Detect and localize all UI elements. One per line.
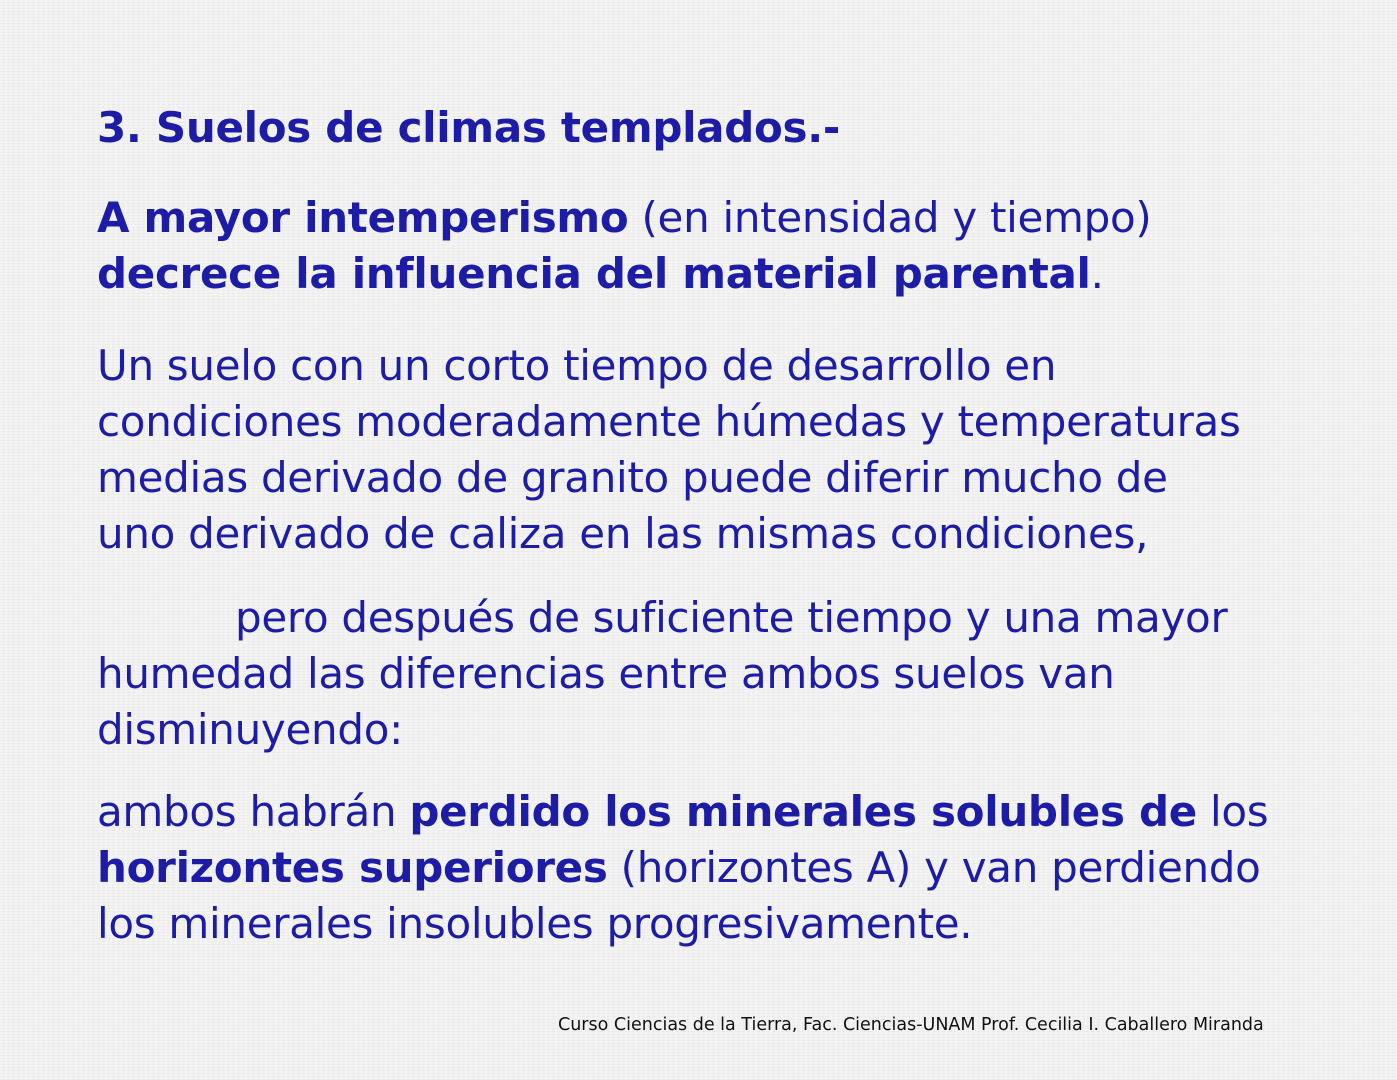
emphasis: horizontes superiores	[97, 843, 608, 892]
paragraph-suelo-corto	[97, 338, 1241, 562]
text-line: medias derivado de granito puede diferir mucho de	[97, 453, 1168, 502]
text-line: Un suelo con un corto tiempo de desarrollo en	[97, 341, 1057, 390]
paragraph-intemperismo	[97, 190, 1151, 302]
slide-title: 3. Suelos de climas templados.-	[97, 103, 841, 152]
text-line: humedad las diferencias entre ambos suelos van	[97, 649, 1115, 698]
text: ambos habrán	[97, 787, 410, 836]
emphasis: perdido los minerales solubles de	[409, 787, 1197, 836]
text-line: los minerales insolubles progresivamente.	[97, 899, 973, 948]
emphasis: decrece la influencia del material parental	[97, 249, 1091, 298]
footer-credit: Curso Ciencias de la Tierra, Fac. Ciencias-UNAM Prof. Cecilia I. Caballero Miranda	[558, 1015, 1264, 1035]
text-line: uno derivado de caliza en las mismas condiciones,	[97, 509, 1149, 558]
text: los	[1196, 787, 1269, 836]
text: (en intensidad y tiempo)	[628, 193, 1152, 242]
emphasis: A mayor intemperismo	[97, 193, 629, 242]
text-line: disminuyendo:	[97, 705, 403, 754]
text: (horizontes A) y van perdiendo	[607, 843, 1261, 892]
text-line: pero después de suficiente tiempo y una mayor	[235, 593, 1228, 642]
paragraph-despues	[97, 590, 1227, 758]
paragraph-minerales	[97, 784, 1268, 952]
text: .	[1090, 249, 1104, 298]
text-line: condiciones moderadamente húmedas y temperaturas	[97, 397, 1241, 446]
